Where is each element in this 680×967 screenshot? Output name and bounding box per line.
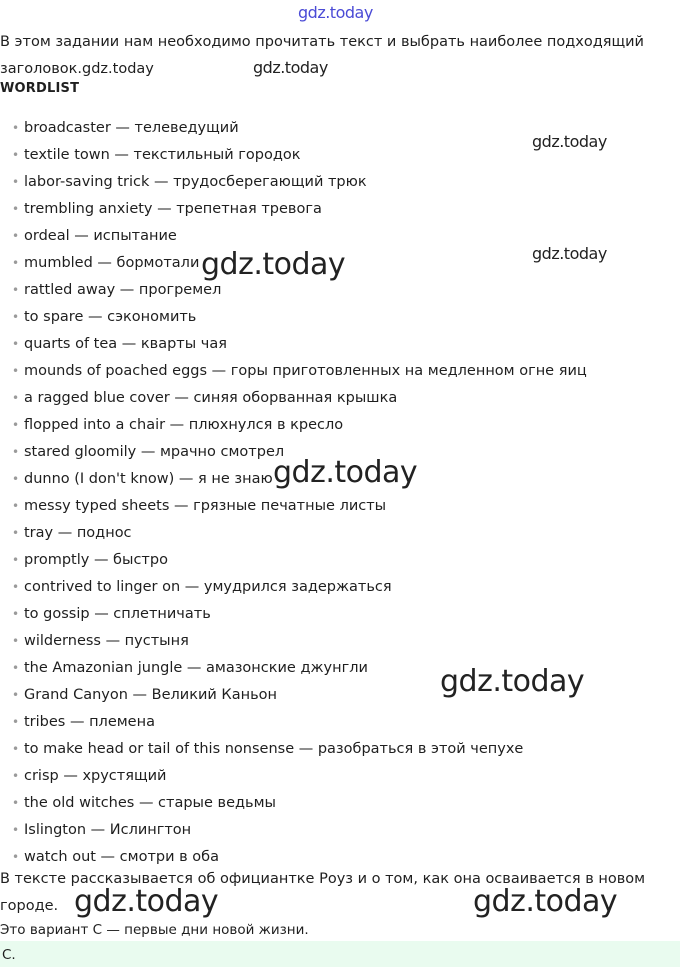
bullet-icon: • xyxy=(12,769,20,783)
bullet-icon: • xyxy=(12,607,20,621)
list-item xyxy=(0,520,587,547)
list-item-text: Islington — Ислингтон xyxy=(24,822,192,838)
list-item xyxy=(0,628,587,655)
bullet-icon: • xyxy=(12,256,20,270)
list-item-text: Grand Canyon — Великий Каньон xyxy=(24,687,277,703)
list-item-text: textile town — текстильный городок xyxy=(24,147,301,163)
intro-inline-watermark: gdz.today xyxy=(82,61,154,77)
list-item-text: tribes — племена xyxy=(24,714,155,730)
list-item-text: broadcaster — телеведущий xyxy=(24,120,239,136)
list-item xyxy=(0,196,587,223)
list-item xyxy=(0,493,587,520)
list-item xyxy=(0,736,587,763)
answer-text: C. xyxy=(2,947,16,963)
bullet-icon: • xyxy=(12,796,20,810)
list-item xyxy=(0,601,587,628)
bullet-icon: • xyxy=(12,823,20,837)
list-item-text: flopped into a chair — плюхнулся в кресло xyxy=(24,417,344,433)
list-item xyxy=(0,304,587,331)
word-list xyxy=(0,115,587,871)
bullet-icon: • xyxy=(12,499,20,513)
list-item-text: trembling anxiety — трепетная тревога xyxy=(24,201,322,217)
list-item xyxy=(0,358,587,385)
watermark: gdz.today xyxy=(253,58,328,77)
bullet-icon: • xyxy=(12,472,20,486)
list-item-text: mumbled — бормотали xyxy=(24,255,200,271)
list-item-text: dunno (I don't know) — я не знаю xyxy=(24,471,273,487)
list-item-text: promptly — быстро xyxy=(24,552,168,568)
watermark: gdz.today xyxy=(532,132,607,151)
bullet-icon: • xyxy=(12,148,20,162)
list-item xyxy=(0,412,587,439)
list-item-text: wilderness — пустыня xyxy=(24,633,189,649)
list-item xyxy=(0,817,587,844)
bullet-icon: • xyxy=(12,850,20,864)
bullet-icon: • xyxy=(12,175,20,189)
bullet-icon: • xyxy=(12,634,20,648)
bullet-icon: • xyxy=(12,688,20,702)
list-item xyxy=(0,547,587,574)
summary-paragraph: В тексте рассказывается об официантке Роуз и о том, как она осваивается в новом городе. xyxy=(0,871,646,914)
watermark: gdz.today xyxy=(74,884,219,919)
list-item-text: to spare — сэкономить xyxy=(24,309,197,325)
bullet-icon: • xyxy=(12,742,20,756)
bullet-icon: • xyxy=(12,445,20,459)
watermark-top: gdz.today xyxy=(298,3,373,22)
bullet-icon: • xyxy=(12,229,20,243)
bullet-icon: • xyxy=(12,580,20,594)
list-item-text: ordeal — испытание xyxy=(24,228,177,244)
bullet-icon: • xyxy=(12,715,20,729)
list-item-text: the old witches — старые ведьмы xyxy=(24,795,276,811)
list-item-text: contrived to linger on — умудрился задержаться xyxy=(24,579,392,595)
list-item-text: to make head or tail of this nonsense — разобраться в этой чепухе xyxy=(24,741,524,757)
list-item-text: to gossip — сплетничать xyxy=(24,606,211,622)
bullet-icon: • xyxy=(12,526,20,540)
list-item xyxy=(0,331,587,358)
answer-bar xyxy=(0,941,680,967)
bullet-icon: • xyxy=(12,391,20,405)
bullet-icon: • xyxy=(12,661,20,675)
list-item xyxy=(0,223,587,250)
list-item-text: crisp — хрустящий xyxy=(24,768,167,784)
bullet-icon: • xyxy=(12,202,20,216)
watermark: gdz.today xyxy=(273,455,418,490)
list-item-text: labor-saving trick — трудосберегающий трюк xyxy=(24,174,367,190)
list-item xyxy=(0,115,587,142)
list-item xyxy=(0,790,587,817)
bullet-icon: • xyxy=(12,553,20,567)
list-item-text: stared gloomily — мрачно смотрел xyxy=(24,444,285,460)
list-item xyxy=(0,385,587,412)
list-item-text: mounds of poached eggs — горы приготовленных на медленном огне яиц xyxy=(24,363,587,379)
bullet-icon: • xyxy=(12,121,20,135)
list-item-text: the Amazonian jungle — амазонские джунгли xyxy=(24,660,368,676)
list-item xyxy=(0,763,587,790)
watermark: gdz.today xyxy=(532,244,607,263)
variant-text: Это вариант C — первые дни новой жизни. xyxy=(0,922,309,938)
list-item xyxy=(0,169,587,196)
bullet-icon: • xyxy=(12,337,20,351)
watermark: gdz.today xyxy=(201,247,346,282)
list-item-text: quarts of tea — кварты чая xyxy=(24,336,227,352)
wordlist-heading: WORDLIST xyxy=(0,81,80,96)
list-item xyxy=(0,574,587,601)
intro-paragraph xyxy=(0,29,676,83)
list-item-text: messy typed sheets — грязные печатные листы xyxy=(24,498,387,514)
list-item-text: rattled away — прогремел xyxy=(24,282,222,298)
bullet-icon: • xyxy=(12,283,20,297)
bullet-icon: • xyxy=(12,364,20,378)
list-item-text: tray — поднос xyxy=(24,525,132,541)
list-item-text: a ragged blue cover — синяя оборванная крышка xyxy=(24,390,398,406)
bullet-icon: • xyxy=(12,418,20,432)
list-item xyxy=(0,709,587,736)
watermark: gdz.today xyxy=(440,664,585,699)
bullet-icon: • xyxy=(12,310,20,324)
list-item-text: watch out — смотри в оба xyxy=(24,849,219,865)
intro-text: В этом задании нам необходимо прочитать текст и выбрать наиболее подходящий заголовок. xyxy=(0,34,644,77)
list-item xyxy=(0,142,587,169)
watermark: gdz.today xyxy=(473,884,618,919)
